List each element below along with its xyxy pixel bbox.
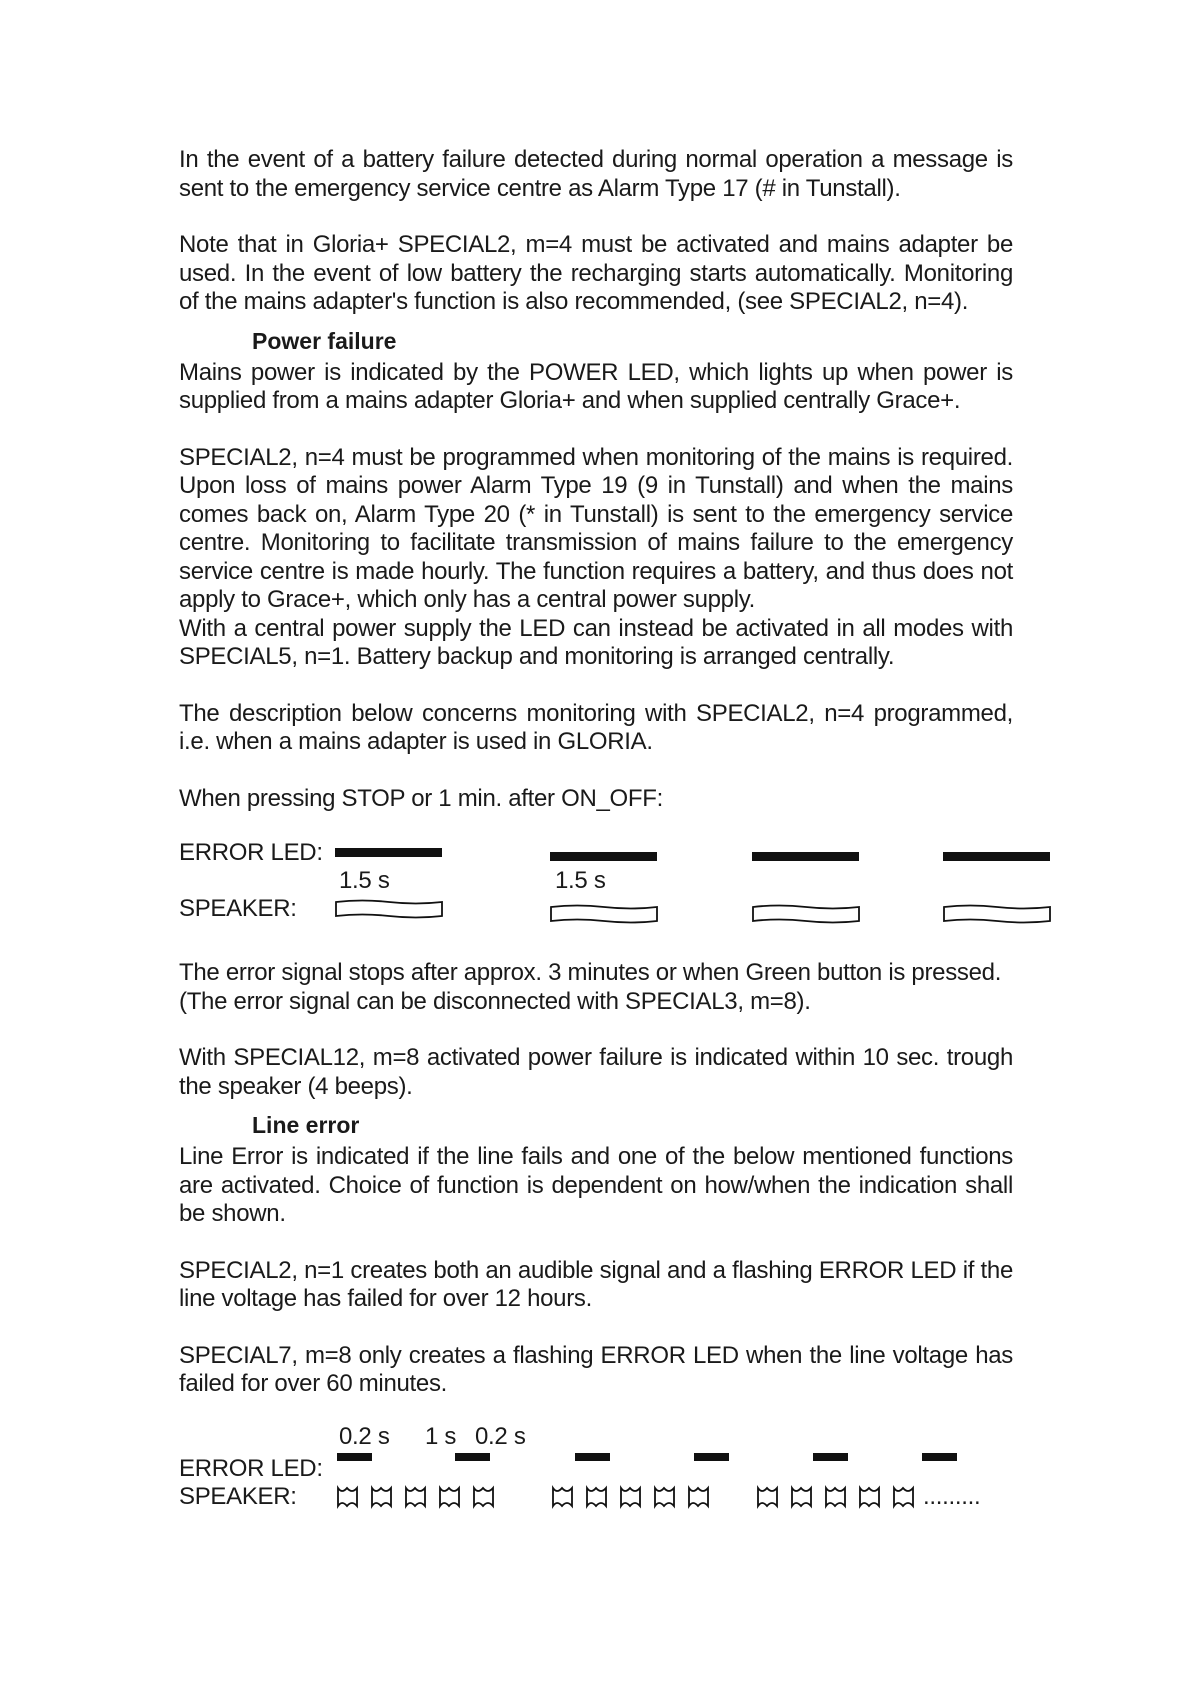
central-power-paragraph: With a central power supply the LED can instead be activated in all modes with SPECIAL5, n=1. Battery backup and monitoring is arranged centrally. (179, 614, 1013, 670)
error-led-pulse (752, 852, 859, 861)
special12-paragraph: With SPECIAL12, m=8 activated power failure is indicated within 10 sec. trough the speaker (4 beeps). (179, 1044, 1013, 1100)
special2-line-paragraph: SPECIAL2, n=1 creates both an audible signal and a flashing ERROR LED if the line voltage has failed for over 12 hours. (179, 1256, 1013, 1312)
battery-failure-paragraph: In the event of a battery failure detected during normal operation a message is sent to the emergency service centre as Alarm Type 17 (# in Tunstall). (179, 146, 1013, 202)
speaker-tone (335, 899, 443, 919)
error-led-flash (575, 1453, 610, 1461)
line-error-heading: Line error (252, 1112, 360, 1138)
error-led-label: ERROR LED: (179, 839, 323, 866)
timing-label: 1 s (425, 1422, 457, 1450)
document-page (179, 146, 1013, 1509)
mains-power-paragraph: Mains power is indicated by the POWER LED, which lights up when power is supplied from a mains adapter Gloria+ and when supplied centrally Grace+. (179, 358, 1013, 414)
duration-label: 1.5 s (339, 867, 390, 894)
power-failure-heading: Power failure (252, 327, 397, 354)
speaker-label: SPEAKER: (179, 895, 297, 922)
line-error-paragraph: Line Error is indicated if the line fails and one of the below mentioned functions are activated. Choice of function is dependent on how/when the indication shall be shown. (179, 1143, 1013, 1227)
gloria-note-paragraph: Note that in Gloria+ SPECIAL2, m=4 must be activated and mains adapter be used. In the event of low battery the recharging starts automatically. Monitoring of the mains adapter's function is also recommended, (see SPECIAL2, n=4). (179, 231, 1013, 315)
error-led-pulse (550, 852, 657, 861)
speaker-tone (550, 904, 658, 924)
speaker-beep-group (336, 1485, 506, 1509)
stop-pressing-paragraph: When pressing STOP or 1 min. after ON_OFF: (179, 784, 664, 812)
special2-monitoring-paragraph: SPECIAL2, n=4 must be programmed when monitoring of the mains is required. Upon loss of mains power Alarm Type 19 (9 in Tunstall) and when the mains comes back on, Alarm Type 20 (* in Tunstall) is sent to the emergency service centre. Monitoring to facilitate transmission of mains failure to the emergency service centre is made hourly. The function requires a battery, and thus does not apply to Grace+, which only has a central power supply. (179, 443, 1013, 613)
error-led-pulse (943, 852, 1050, 861)
continuation-dots: ......... (923, 1482, 981, 1510)
speaker-tone (752, 904, 860, 924)
error-led-flash (337, 1453, 372, 1461)
speaker-beep-group (756, 1485, 926, 1509)
duration-label: 1.5 s (555, 867, 606, 894)
timing-label: 0.2 s (339, 1422, 390, 1450)
error-led-flash (813, 1453, 848, 1461)
error-led-label: ERROR LED: (179, 1454, 323, 1482)
error-led-flash (455, 1453, 490, 1461)
description-paragraph: The description below concerns monitoring with SPECIAL2, n=4 programmed, i.e. when a mains adapter is used in GLORIA. (179, 699, 1013, 755)
timing-label: 0.2 s (475, 1422, 526, 1450)
error-led-pulse (335, 848, 442, 857)
error-signal-stop-paragraph: The error signal stops after approx. 3 minutes or when Green button is pressed. (The error signal can be disconnected with SPECIAL3, m=8). (179, 959, 1002, 1015)
special7-paragraph: SPECIAL7, m=8 only creates a flashing ERROR LED when the line voltage has failed for over 60 minutes. (179, 1341, 1013, 1397)
line-error-timing-diagram (179, 1399, 1013, 1509)
error-led-flash (922, 1453, 957, 1461)
power-failure-timing-diagram (179, 813, 1013, 949)
speaker-beep-group (551, 1485, 721, 1509)
speaker-tone (943, 904, 1051, 924)
error-led-flash (694, 1453, 729, 1461)
speaker-label: SPEAKER: (179, 1482, 297, 1510)
